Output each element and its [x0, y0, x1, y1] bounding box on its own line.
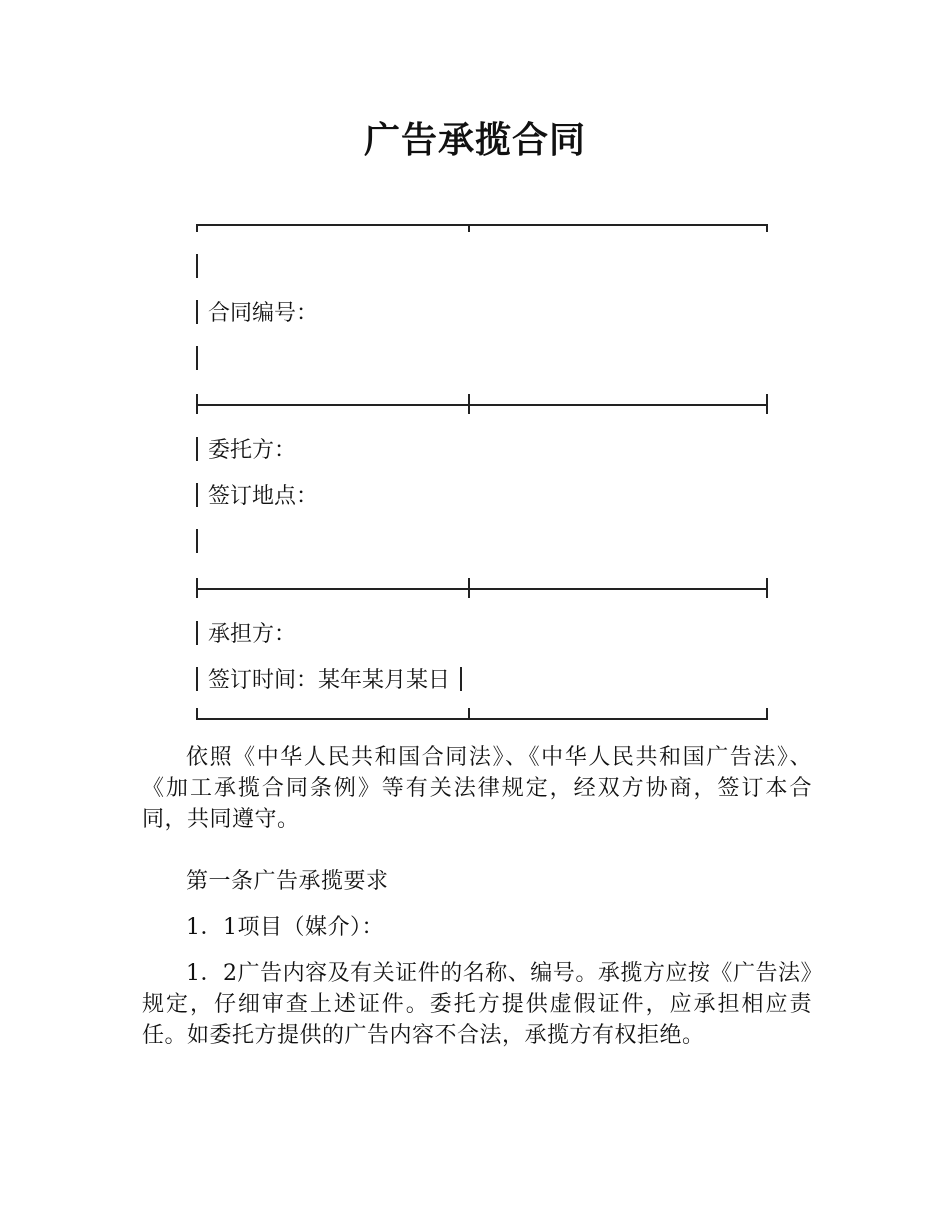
table-bottom-border: [196, 712, 768, 726]
table-vertical-bar: [196, 437, 198, 461]
table-vertical-bar: [196, 254, 198, 278]
item-1-1: 1．1项目（媒介）：: [186, 915, 384, 940]
table-divider: [196, 582, 768, 596]
contractor-label: 承担方：: [208, 622, 297, 647]
sign-place-row: [196, 482, 318, 512]
item-1-2: 1．2广告内容及有关证件的名称、编号。承揽方应按《广告法》规定，仔细审查上述证件。委托方提供虚假证件，应承担相应责任。如委托方提供的广告内容不合法，承揽方有权拒绝。: [142, 961, 812, 1048]
article-1-heading: 第一条广告承揽要求: [186, 869, 389, 894]
contract-number-label: 合同编号：: [208, 301, 319, 326]
table-vertical-bar: [196, 621, 198, 645]
sign-time-row: [196, 666, 462, 696]
document-title: 广告承揽合同: [363, 120, 586, 161]
sign-place-label: 签订地点：: [208, 484, 319, 509]
sign-time-label: 签订时间：: [208, 668, 319, 693]
client-label: 委托方：: [208, 438, 297, 463]
contractor-row: [196, 620, 296, 650]
table-vertical-bar: [196, 529, 198, 553]
table-vertical-bar: [196, 300, 198, 324]
table-divider: [196, 398, 768, 412]
table-empty-row: [196, 253, 208, 283]
contract-number-row: [196, 299, 318, 329]
table-vertical-bar: [196, 346, 198, 370]
table-empty-row: [196, 528, 208, 558]
table-empty-row: [196, 345, 208, 375]
table-vertical-bar: [196, 483, 198, 507]
table-top-border: [196, 218, 768, 232]
table-vertical-bar: [460, 667, 462, 691]
table-vertical-bar: [196, 667, 198, 691]
client-row: [196, 436, 296, 466]
intro-paragraph: 依照《中华人民共和国合同法》、《中华人民共和国广告法》、《加工承揽合同条例》等有关法律规定，经双方协商，签订本合同，共同遵守。: [142, 745, 812, 832]
sign-time-value: 某年某月某日: [318, 668, 451, 693]
